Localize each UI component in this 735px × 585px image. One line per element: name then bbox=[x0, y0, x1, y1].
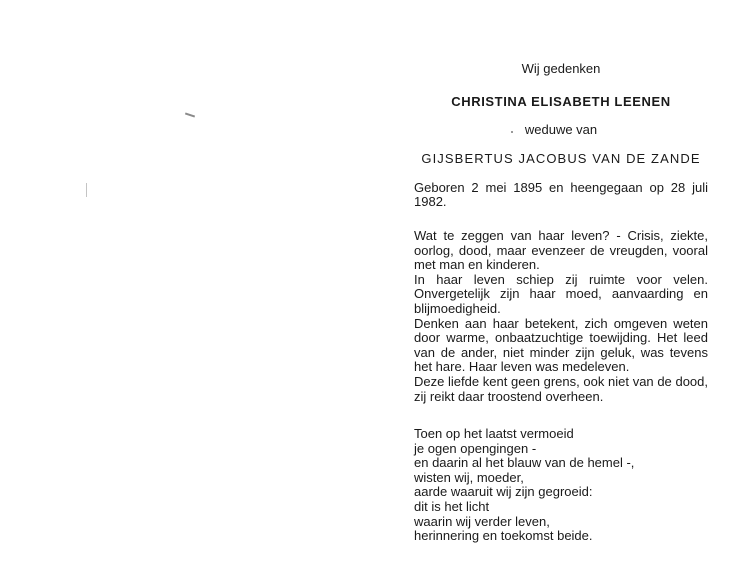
intro-line: Wij gedenken bbox=[521, 61, 601, 76]
relation-line: weduwe van bbox=[524, 121, 598, 137]
scan-speck bbox=[185, 113, 195, 118]
eulogy-paragraph: Denken aan haar betekent, zich omgeven weten door warme, onbaatzuchtige toewijding. Het leed van de ander, niet minder zijn geluk, was tevens het hare. Haar leven was medeleven. bbox=[414, 315, 708, 375]
deceased-name: CHRISTINA ELISABETH LEENEN bbox=[451, 94, 671, 109]
poem bbox=[414, 427, 708, 544]
eulogy-paragraph: Wat te zeggen van haar leven? - Crisis, ziekte, oorlog, dood, maar evenzeer de vreugden, vooral met man en kinderen. bbox=[414, 227, 708, 273]
eulogy-paragraph: In haar leven schiep zij ruimte voor velen. Onvergetelijk zijn haar moed, aanvaarding en blijmoedigheid. bbox=[414, 271, 708, 316]
poem-line: aarde waaruit wij zijn gegroeid: bbox=[414, 484, 593, 500]
life-dates: Geboren 2 mei 1895 en heengegaan op 28 juli 1982. bbox=[414, 179, 708, 210]
poem-line: waarin wij verder leven, bbox=[414, 513, 550, 529]
poem-line: Toen op het laatst vermoeid bbox=[414, 426, 574, 442]
poem-line: dit is het licht bbox=[414, 499, 490, 515]
poem-line: je ogen opengingen - bbox=[414, 440, 537, 456]
eulogy-paragraph: Deze liefde kent geen grens, ook niet van de dood, zij reikt daar troostend overheen. bbox=[414, 373, 708, 404]
spouse-name: GIJSBERTUS JACOBUS VAN DE ZANDE bbox=[421, 151, 701, 167]
poem-line: en daarin al het blauw van de hemel -, bbox=[414, 455, 635, 471]
memorial-text-column bbox=[414, 62, 708, 544]
poem-line: wisten wij, moeder, bbox=[414, 469, 524, 485]
eulogy-text bbox=[414, 229, 708, 404]
poem-line: herinnering en toekomst beide. bbox=[414, 528, 593, 544]
scan-speck bbox=[86, 183, 87, 197]
